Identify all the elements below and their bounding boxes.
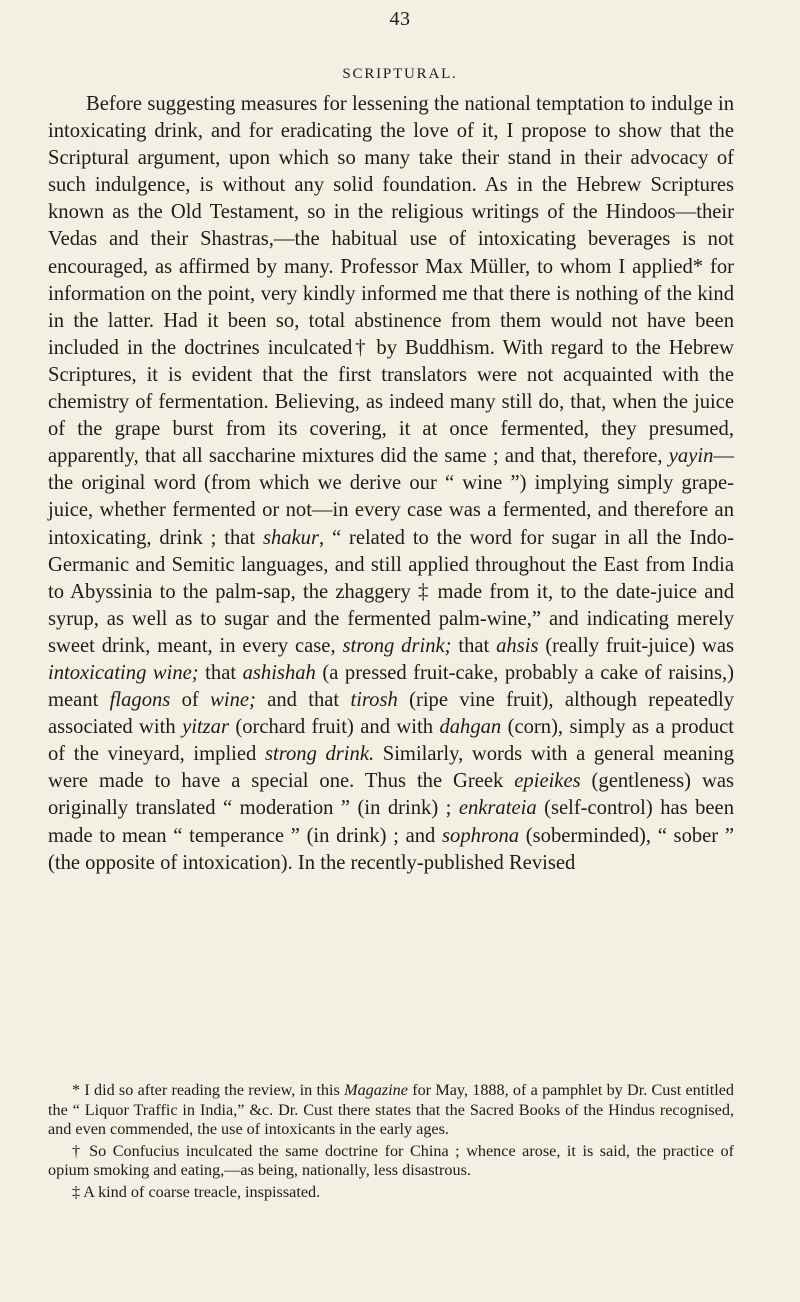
text-run: (orchard fruit) and with bbox=[228, 716, 440, 739]
text-run: (gentleness) was originally translated “ moderation ” (in drink) ; bbox=[48, 770, 734, 820]
text-run: , “ related to the word for sugar in all the Indo-Germanic and Semitic languages, and still applied throughout the East from India to Abyssinia to the palm-sap, the zhaggery ‡ made from it, to the date-juice and syrup, as well as to sugar and the fermented palm-wine,” and indicating merely sweet drink, meant, in every case, bbox=[48, 526, 734, 657]
hebrew-term-ahsis: ahsis bbox=[496, 634, 539, 657]
running-heading: SCRIPTURAL. bbox=[342, 66, 458, 82]
hebrew-term-dahgan: dahgan bbox=[439, 716, 502, 739]
text-run: —the original word (from which we derive our “ wine ”) implying simply grape-juice, whether fermented or not—in every case was a fermented, and therefore an intoxicating, drink ; that bbox=[48, 445, 734, 549]
italic-magazine: Magazine bbox=[344, 1081, 408, 1099]
text-run: (ripe vine fruit), although repeatedly associated with bbox=[48, 689, 735, 739]
greek-term-epieikes: epieikes bbox=[514, 770, 581, 793]
text-run: and that bbox=[255, 689, 351, 712]
greek-term-sophrona: sophrona bbox=[442, 824, 520, 847]
main-body-text bbox=[48, 91, 734, 877]
text-run: for May, 1888, of a pamphlet by Dr. Cust entitled the “ Liquor Traffic in India,” &c. Dr. Cust there states that the Sacred Books of the Hindus recognised, and even commended, the use of intoxicants in the early ages. bbox=[48, 1081, 735, 1139]
text-run: Similarly, words with a general meaning were made to have a special one. Thus the Greek bbox=[48, 743, 735, 793]
italic-strong-drink-2: strong drink. bbox=[264, 743, 375, 766]
text-run: (really fruit-juice) was bbox=[538, 634, 734, 657]
hebrew-term-yitzar: yitzar bbox=[182, 716, 229, 739]
italic-intoxicating-wine: intoxicating wine; bbox=[48, 661, 199, 684]
text-run: (a pressed fruit-cake, probably a cake of raisins,) meant bbox=[48, 661, 734, 712]
hebrew-term-yayin: yayin bbox=[668, 445, 714, 468]
italic-strong-drink: strong drink; bbox=[342, 634, 452, 657]
hebrew-term-ashishah: ashishah bbox=[242, 661, 316, 684]
text-run: Before suggesting measures for lessening the national temptation to indulge in intoxicating drink, and for eradicating the love of it, I propose to show that the Scriptural argument, upon which so many take their stand in their advocacy of such indulgence, is without any solid foundation. As in the Hebrew Scriptures known as the Old Testament, so in the religious writings of the Hindoos—their Vedas and their Shastras,—the habitual use of intoxicating beverages is not encouraged, as affirmed by many. Professor Max Müller, to whom I applied* for information on the point, very kindly informed me that there is nothing of the kind in the latter. Had it been so, total abstinence from them would not have been included in the doctrines inculcated† by Buddhism. With regard to the Hebrew Scriptures, it is evident that the first translators were not acquainted with the chemistry of fermentation. Believing, as indeed many still do, that, when the juice of the grape burst from its covering, it at once fermented, they presumed, apparently, that all saccharine mixtures did the same ; and that, therefore, bbox=[48, 93, 734, 468]
text-run: (self-control) has been made to mean “ temperance ” (in drink) ; and bbox=[48, 797, 734, 847]
text-run: (corn), simply as a product of the vineyard, implied bbox=[48, 716, 734, 766]
page-number: 43 bbox=[389, 8, 411, 30]
italic-wine: wine; bbox=[210, 689, 256, 712]
body-paragraph bbox=[48, 91, 734, 877]
greek-term-enkrateia: enkrateia bbox=[458, 797, 537, 820]
hebrew-term-tirosh: tirosh bbox=[350, 689, 398, 712]
footnote-dagger: † So Confucius inculcated the same doctrine for China ; whence arose, it is said, the practice of opium smoking and eating,—as being, nationally, less disastrous. bbox=[48, 1141, 734, 1180]
footnotes bbox=[48, 1081, 734, 1205]
text-run: (soberminded), “ sober ” (the opposite of intoxication). In the recently-published Revised bbox=[48, 824, 734, 874]
text-run: that bbox=[451, 634, 497, 657]
text-run: * I did so after reading the review, in this bbox=[72, 1081, 345, 1099]
italic-flagons: flagons bbox=[109, 689, 171, 712]
text-run: that bbox=[198, 661, 243, 684]
text-run: of bbox=[170, 689, 211, 712]
hebrew-term-shakur: shakur bbox=[262, 526, 319, 549]
footnote-asterisk bbox=[48, 1081, 734, 1140]
footnote-double-dagger: ‡ A kind of coarse treacle, inspissated. bbox=[72, 1182, 321, 1201]
